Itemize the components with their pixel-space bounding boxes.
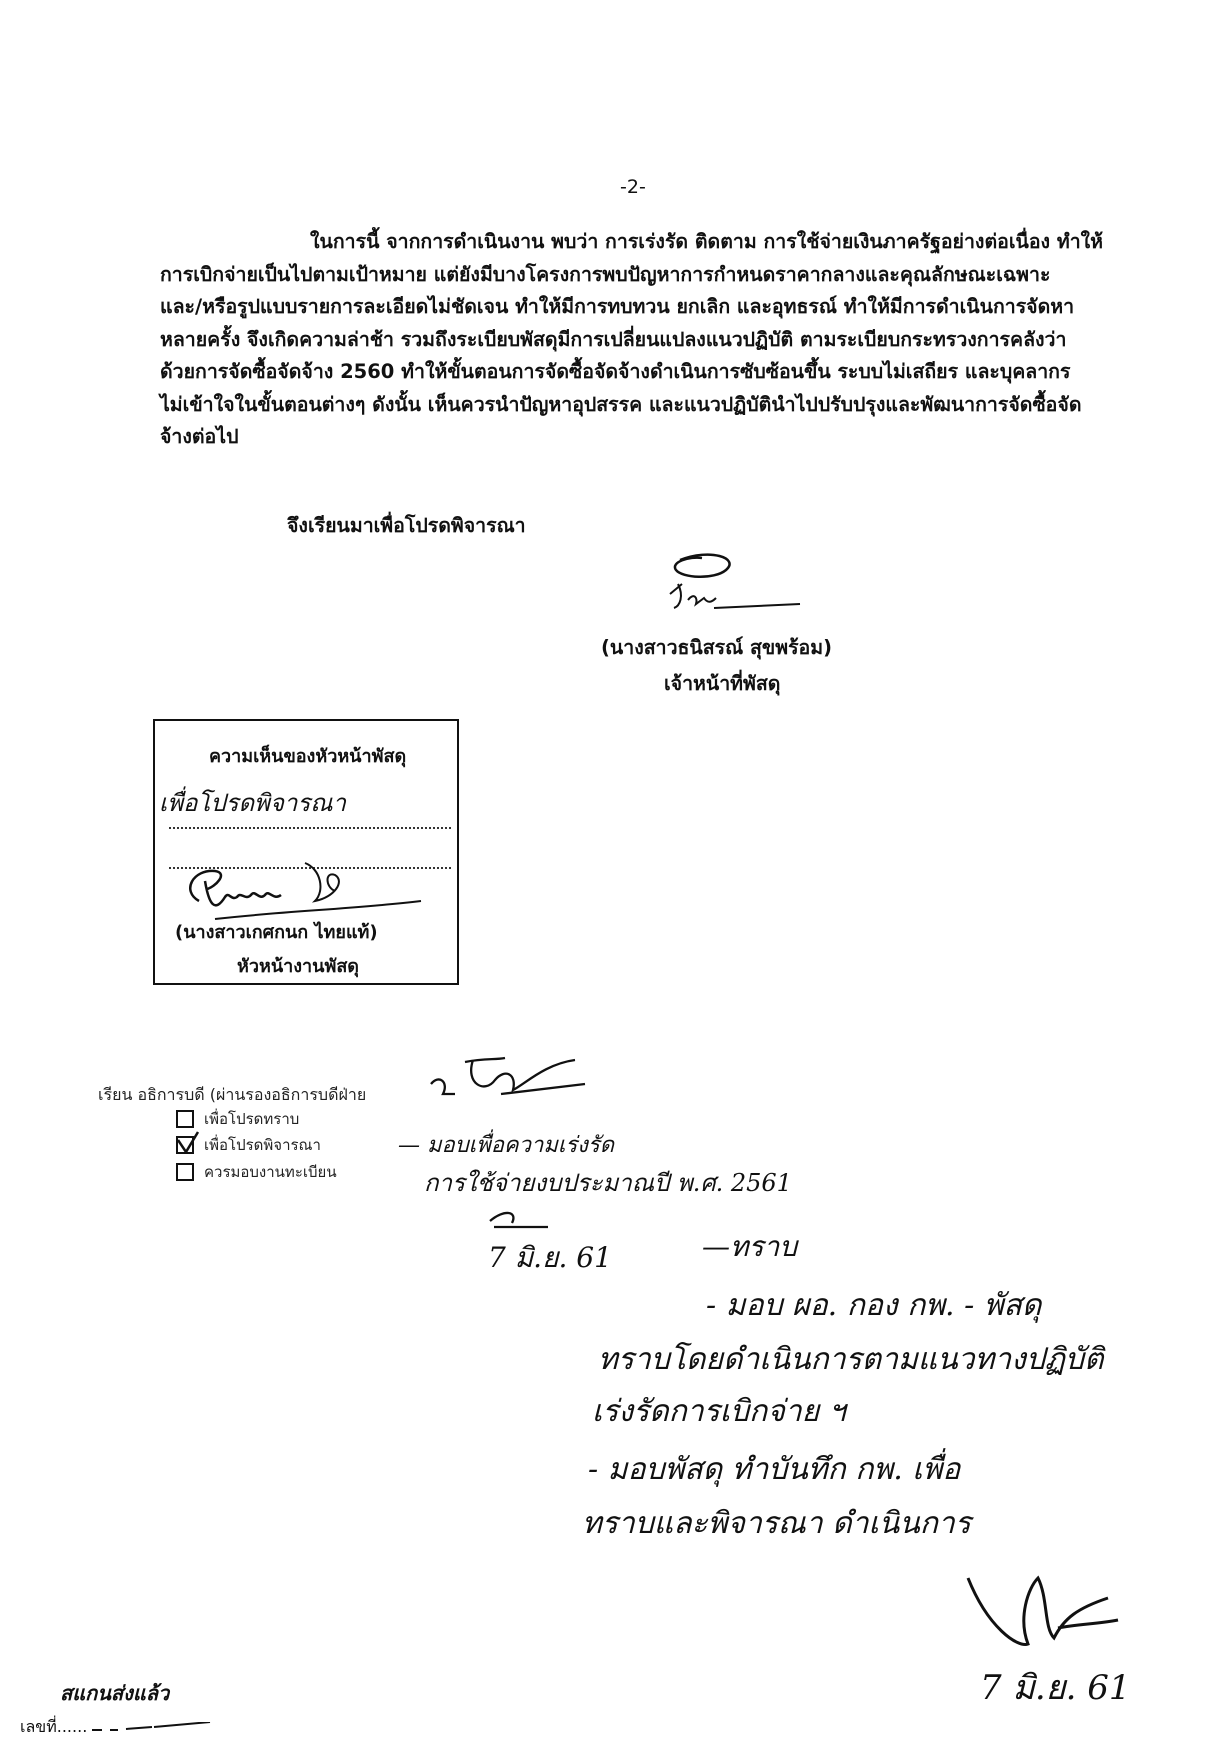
number-line-text: เลขที่...... xyxy=(20,1717,88,1736)
handwritten-note-line: - มอบพัสดุ ทำบันทึก กพ. เพื่อ xyxy=(588,1452,961,1487)
signature-officer xyxy=(640,548,820,628)
closing-line: จึงเรียนมาเพื่อโปรดพิจารณา xyxy=(287,514,526,537)
handwritten-note-line: การใช้จ่ายงบประมาณปี พ.ศ. 2561 xyxy=(424,1169,792,1197)
handwritten-note: — มอบเพื่อความเร่งรัด xyxy=(398,1133,615,1158)
handwritten-note-line: ทราบและพิจารณา ดำเนินการ xyxy=(582,1506,971,1541)
handwritten-mark: —ทราบ xyxy=(702,1230,797,1263)
body-line: การเบิกจ่ายเป็นไปตามเป้าหมาย แต่ยังมีบางโครงการพบปัญหาการกำหนดราคากลางและคุณลักษณะเฉพาะ xyxy=(160,262,1051,286)
handwritten-note-line: เร่งรัดการเบิกจ่าย ฯ xyxy=(592,1394,846,1429)
handwritten-opinion: เพื่อโปรดพิจารณา xyxy=(159,789,347,817)
body-line: ไม่เข้าใจในขั้นตอนต่างๆ ดังนั้น เห็นควรนำปัญหาอุปสรรค และแนวปฏิบัตินำไปปรับปรุงและพัฒนาการจัดซื้อจัด xyxy=(160,392,1082,416)
routing-option xyxy=(176,1107,299,1131)
supervisor-position: หัวหน้างานพัสดุ xyxy=(237,956,359,977)
checkbox-checked[interactable] xyxy=(176,1136,194,1154)
page-number: -2- xyxy=(620,176,646,198)
body-line: ด้วยการจัดซื้อจัดจ้าง 2560 ทำให้ขั้นตอนการจัดซื้อจัดจ้างดำเนินการซับซ้อนขึ้น ระบบไม่เสถียร และบุคลากร xyxy=(160,360,1071,383)
routing-option-label: เพื่อโปรดทราบ xyxy=(204,1110,300,1128)
memo-body xyxy=(160,226,1104,454)
body-line: จ้างต่อไป xyxy=(160,425,239,448)
handwritten-note-line: ทราบโดยดำเนินการตามแนวทางปฏิบัติ xyxy=(598,1342,1104,1377)
handwritten-note-line: - มอบ ผอ. กอง กพ. - พัสดุ xyxy=(706,1288,1042,1323)
routing-option-label: ควรมอบงานทะเบียน xyxy=(204,1163,337,1181)
opinion-heading: ความเห็นของหัวหน้าพัสดุ xyxy=(209,746,407,767)
routing-option-label: เพื่อโปรดพิจารณา xyxy=(204,1136,321,1154)
handwritten-date: 7 มิ.ย. 61 xyxy=(488,1241,612,1274)
checkbox-unchecked[interactable] xyxy=(176,1110,194,1128)
handwritten-mark-text: ทราบ xyxy=(730,1230,797,1263)
scan-stamp: สแกนส่งแล้ว xyxy=(60,1681,170,1705)
number-line xyxy=(20,1715,212,1740)
body-line: หลายครั้ง จึงเกิดความล่าช้า รวมถึงระเบียบพัสดุมีการเปลี่ยนแปลงแนวปฏิบัติ ตามระเบียบกระทรวงการคลังว่า xyxy=(160,327,1067,351)
dotted-line xyxy=(169,827,451,829)
routing-line: เรียน อธิการบดี (ผ่านรองอธิการบดีฝ่าย xyxy=(98,1085,367,1104)
handwritten-note-line: มอบเพื่อความเร่งรัด xyxy=(427,1133,615,1158)
checkbox-unchecked[interactable] xyxy=(176,1163,194,1181)
check-mark-icon xyxy=(176,1130,200,1154)
routing-option xyxy=(176,1133,321,1157)
dashed-line xyxy=(92,1722,212,1734)
supervisor-name: (นางสาวเกศกนก ไทยแท้) xyxy=(175,922,378,943)
routing-initials xyxy=(425,1054,595,1110)
body-line: ในการนี้ จากการดำเนินงาน พบว่า การเร่งรัด ติดตาม การใช้จ่ายเงินภาครัฐอย่างต่อเนื่อง ทำให้ xyxy=(310,230,1104,253)
initials-mark xyxy=(484,1207,554,1237)
handwritten-date: 7 มิ.ย. 61 xyxy=(980,1668,1131,1708)
body-line: และ/หรือรูปแบบรายการละเอียดไม่ชัดเจน ทำให้มีการทบทวน ยกเลิก และอุทธรณ์ ทำให้มีการดำเนินการจัดหา xyxy=(160,295,1075,318)
supervisor-opinion-box xyxy=(153,719,459,985)
signature-executive xyxy=(958,1558,1128,1668)
signatory-position: เจ้าหน้าที่พัสดุ xyxy=(664,672,781,695)
routing-option xyxy=(176,1160,337,1184)
signatory-name: (นางสาวธนิสรณ์ สุขพร้อม) xyxy=(601,636,833,659)
